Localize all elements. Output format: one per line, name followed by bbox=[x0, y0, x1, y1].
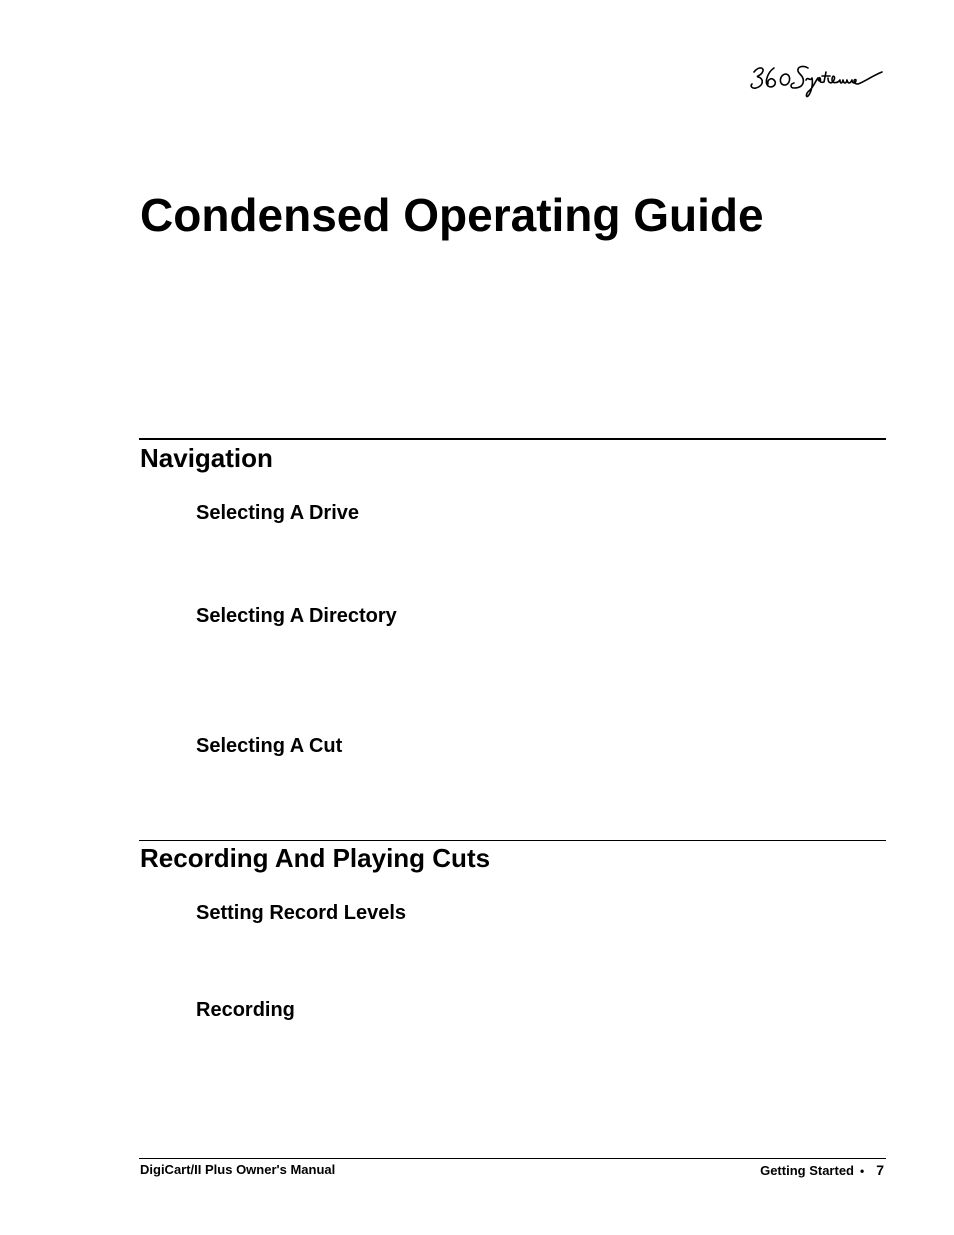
subheading-selecting-directory: Selecting A Directory bbox=[196, 605, 397, 627]
subheading-recording: Recording bbox=[196, 999, 295, 1021]
subheading-setting-record-levels: Setting Record Levels bbox=[196, 902, 407, 924]
footer-manual-title: DigiCart/II Plus Owner's Manual bbox=[140, 1162, 336, 1177]
page-number: 7 bbox=[876, 1162, 884, 1178]
section-heading-recording-playing: Recording And Playing Cuts bbox=[140, 843, 491, 873]
subheading-selecting-cut: Selecting A Cut bbox=[196, 735, 343, 757]
section-rule bbox=[139, 840, 886, 841]
bullet-separator: • bbox=[860, 1164, 865, 1178]
section-heading-navigation: Navigation bbox=[140, 443, 273, 473]
logo-script-icon bbox=[748, 58, 884, 98]
footer-page-info bbox=[760, 1162, 884, 1178]
footer-rule bbox=[139, 1158, 886, 1159]
page-title: Condensed Operating Guide bbox=[140, 189, 764, 241]
section-rule bbox=[139, 438, 886, 440]
footer-chapter: Getting Started bbox=[760, 1163, 854, 1178]
subheading-selecting-drive: Selecting A Drive bbox=[196, 502, 360, 524]
360-systems-logo bbox=[748, 58, 884, 98]
